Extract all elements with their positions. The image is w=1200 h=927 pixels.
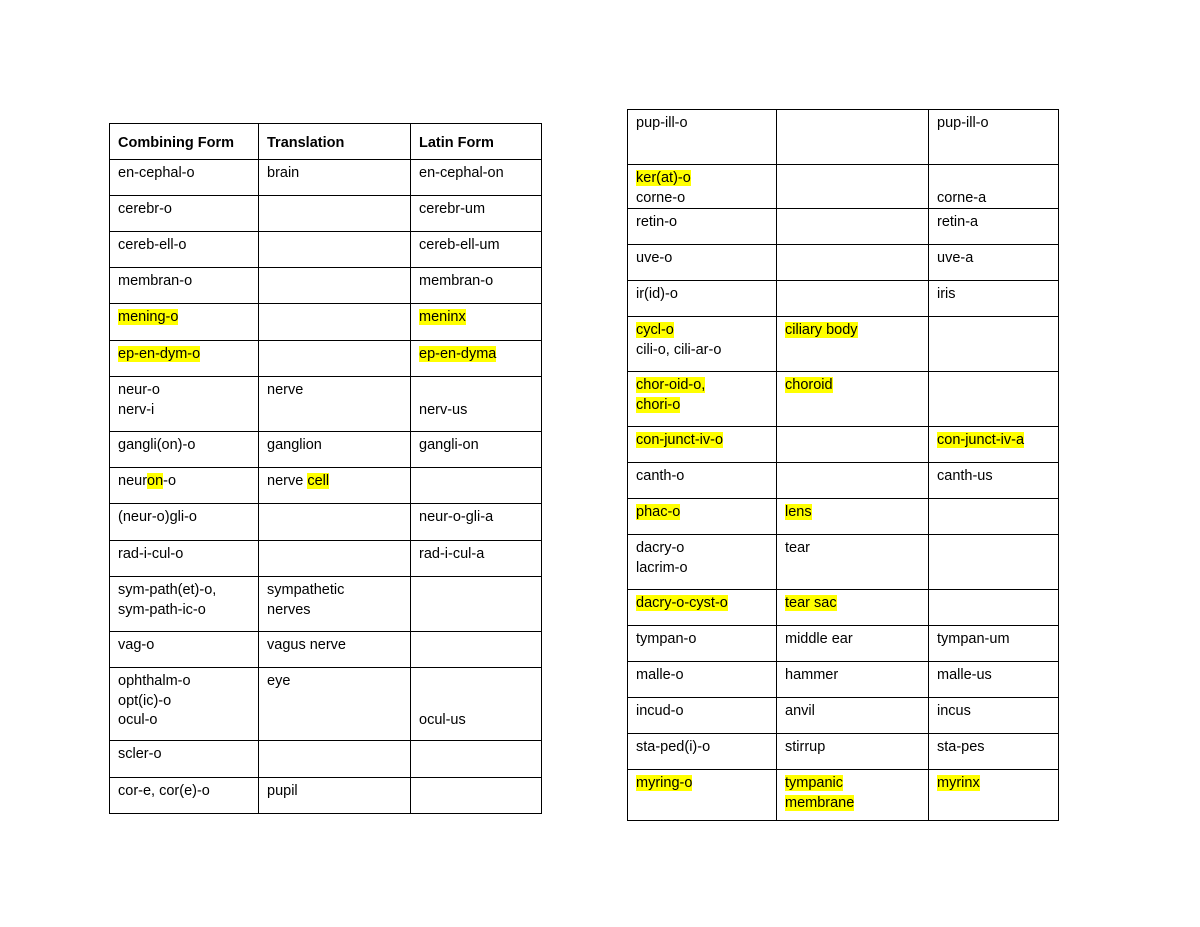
latin-form-cell <box>929 590 1059 626</box>
translation-cell <box>259 304 411 341</box>
cell-line <box>785 503 920 523</box>
latin-form-cell <box>929 372 1059 427</box>
latin-form-cell <box>411 196 542 232</box>
highlighted-text: tympanic <box>785 775 844 791</box>
translation-cell <box>259 632 411 668</box>
cell-line: ocul-o <box>118 712 158 728</box>
cell-line: (neur-o)gli-o <box>118 509 197 525</box>
table-header-row <box>110 124 542 160</box>
cell-line: middle ear <box>785 631 853 647</box>
latin-form-cell <box>929 698 1059 734</box>
cell-line: cor-e, cor(e)-o <box>118 783 210 799</box>
translation-cell <box>777 499 929 535</box>
cell-line <box>785 376 920 396</box>
combining-form-cell <box>110 504 259 541</box>
cell-line: malle-us <box>937 667 992 683</box>
translation-cell <box>259 268 411 304</box>
cell-line: uve-o <box>636 250 673 266</box>
combining-form-cell <box>110 577 259 632</box>
cell-line: tympan-o <box>636 631 697 647</box>
translation-cell <box>777 165 929 209</box>
table-row <box>110 341 542 377</box>
combining-form-cell <box>628 110 777 165</box>
cell-line: neur-o <box>118 382 160 398</box>
cell-line: vag-o <box>118 637 155 653</box>
highlighted-text: myrinx <box>937 775 980 791</box>
cell-line: tear <box>785 540 810 556</box>
combining-form-cell <box>628 590 777 626</box>
combining-form-cell <box>110 196 259 232</box>
combining-form-cell <box>628 463 777 499</box>
cell-line <box>636 774 768 794</box>
table-row <box>628 427 1059 463</box>
latin-form-cell <box>411 304 542 341</box>
cell-line <box>118 308 250 328</box>
translation-cell <box>777 427 929 463</box>
latin-form-cell <box>929 463 1059 499</box>
cell-line: sta-pes <box>937 739 985 755</box>
translation-cell <box>259 668 411 741</box>
cell-line <box>419 308 533 328</box>
cell-line <box>118 472 250 492</box>
cell-line: rad-i-cul-a <box>419 546 485 562</box>
translation-cell <box>777 626 929 662</box>
table-row <box>628 245 1059 281</box>
cell-line <box>937 774 1050 794</box>
table-row <box>628 590 1059 626</box>
combining-form-cell <box>110 232 259 268</box>
highlighted-text: chor-oid-o, <box>636 377 706 393</box>
cell-line: nerv-us <box>419 401 468 418</box>
latin-form-cell <box>411 268 542 304</box>
highlighted-text: dacry-o-cyst-o <box>636 595 728 611</box>
table-row <box>628 698 1059 734</box>
highlighted-text: myring-o <box>636 775 693 791</box>
table-row <box>110 377 542 432</box>
cell-line <box>419 345 533 365</box>
highlighted-text: membrane <box>785 794 855 811</box>
latin-form-cell <box>929 209 1059 245</box>
cell-line: iris <box>937 286 956 302</box>
cell-line <box>419 381 533 401</box>
translation-cell <box>259 196 411 232</box>
cell-line: eye <box>267 673 291 689</box>
latin-form-cell <box>929 317 1059 372</box>
translation-cell <box>259 504 411 541</box>
cell-line: dacry-o <box>636 540 685 556</box>
table-row <box>628 317 1059 372</box>
cell-line: anvil <box>785 703 815 719</box>
translation-cell <box>259 741 411 778</box>
highlighted-text: ep-en-dyma <box>419 346 497 362</box>
combining-form-cell <box>110 541 259 577</box>
translation-cell <box>777 535 929 590</box>
cell-line: nerv-i <box>118 401 155 418</box>
cell-line: membran-o <box>419 273 494 289</box>
left-table-body <box>110 124 542 814</box>
cell-line: opt(ic)-o <box>118 692 172 709</box>
latin-form-cell <box>929 427 1059 463</box>
cell-line: rad-i-cul-o <box>118 546 184 562</box>
translation-cell <box>259 778 411 814</box>
cell-line: en-cephal-o <box>118 165 195 181</box>
cell-line: en-cephal-on <box>419 165 504 181</box>
combining-form-cell <box>110 668 259 741</box>
highlighted-text: chori-o <box>636 396 681 413</box>
cell-line: sym-path(et)-o, <box>118 582 217 598</box>
latin-form-cell <box>411 632 542 668</box>
column-header: Translation <box>259 124 411 160</box>
translation-cell <box>777 317 929 372</box>
cell-line: hammer <box>785 667 839 683</box>
table-row <box>110 432 542 468</box>
table-row <box>628 535 1059 590</box>
translation-cell <box>777 590 929 626</box>
highlighted-text: mening-o <box>118 309 179 325</box>
cell-line: sta-ped(i)-o <box>636 739 711 755</box>
text-segment: nerve <box>267 473 308 489</box>
highlighted-text: meninx <box>419 309 466 325</box>
combining-form-cell <box>110 268 259 304</box>
highlighted-text: con-junct-iv-o <box>636 432 724 448</box>
combining-form-cell <box>628 734 777 770</box>
right-vocabulary-table <box>627 109 1059 821</box>
latin-form-cell <box>411 160 542 196</box>
latin-form-cell <box>411 668 542 741</box>
cell-line <box>785 321 920 341</box>
table-row <box>110 304 542 341</box>
table-row <box>110 160 542 196</box>
translation-cell <box>777 372 929 427</box>
combining-form-cell <box>628 317 777 372</box>
latin-form-cell <box>929 281 1059 317</box>
table-row <box>110 668 542 741</box>
combining-form-cell <box>628 372 777 427</box>
combining-form-cell <box>110 778 259 814</box>
cell-line: stirrup <box>785 739 826 755</box>
translation-cell <box>259 432 411 468</box>
cell-line: retin-a <box>937 214 979 230</box>
column-header: Latin Form <box>411 124 542 160</box>
latin-form-cell <box>411 778 542 814</box>
table-row <box>110 268 542 304</box>
latin-form-cell <box>411 232 542 268</box>
right-table-body <box>628 110 1059 821</box>
latin-form-cell <box>929 499 1059 535</box>
latin-form-cell <box>411 377 542 432</box>
table-row <box>628 463 1059 499</box>
cell-line <box>636 321 768 341</box>
highlighted-text: cycl-o <box>636 322 674 338</box>
highlighted-text: lens <box>785 504 812 520</box>
cell-line: pup-ill-o <box>636 115 688 131</box>
latin-form-cell <box>411 341 542 377</box>
combining-form-cell <box>110 160 259 196</box>
table-row <box>110 741 542 778</box>
highlighted-text: choroid <box>785 377 833 393</box>
cell-line: scler-o <box>118 746 162 762</box>
table-row <box>628 734 1059 770</box>
cell-line: ganglion <box>267 437 322 453</box>
translation-cell <box>259 541 411 577</box>
table-row <box>628 372 1059 427</box>
combining-form-cell <box>110 632 259 668</box>
table-row <box>110 778 542 814</box>
combining-form-cell <box>628 698 777 734</box>
latin-form-cell <box>411 504 542 541</box>
table-row <box>628 662 1059 698</box>
cell-line: gangli-on <box>419 437 479 453</box>
latin-form-cell <box>929 110 1059 165</box>
cell-line: corne-o <box>636 189 686 206</box>
latin-form-cell <box>929 734 1059 770</box>
translation-cell <box>259 160 411 196</box>
cell-line: canth-o <box>636 468 685 484</box>
cell-line <box>419 692 533 712</box>
latin-form-cell <box>411 741 542 778</box>
latin-form-cell <box>929 165 1059 209</box>
cell-line: ir(id)-o <box>636 286 678 302</box>
translation-cell <box>259 468 411 504</box>
cell-line: incud-o <box>636 703 684 719</box>
latin-form-cell <box>929 245 1059 281</box>
table-row <box>110 232 542 268</box>
translation-cell <box>777 734 929 770</box>
cell-line: uve-a <box>937 250 974 266</box>
cell-line <box>636 169 768 189</box>
table-row <box>628 770 1059 821</box>
highlighted-text: ker(at)-o <box>636 170 691 186</box>
table-row <box>628 165 1059 209</box>
combining-form-cell <box>628 165 777 209</box>
table-row <box>628 110 1059 165</box>
cell-line: cereb-ell-um <box>419 237 500 253</box>
cell-line <box>636 594 768 614</box>
combining-form-cell <box>628 245 777 281</box>
translation-cell <box>259 577 411 632</box>
column-header: Combining Form <box>110 124 259 160</box>
table-row <box>110 196 542 232</box>
cell-line: nerve <box>267 382 304 398</box>
highlighted-text: tear sac <box>785 595 837 611</box>
combining-form-cell <box>628 281 777 317</box>
translation-cell <box>259 232 411 268</box>
cell-line: corne-a <box>937 189 987 206</box>
combining-form-cell <box>110 432 259 468</box>
table-row <box>110 468 542 504</box>
highlighted-text: ep-en-dym-o <box>118 346 201 362</box>
latin-form-cell <box>411 577 542 632</box>
cell-line <box>937 169 1050 189</box>
cell-line: vagus nerve <box>267 637 346 653</box>
translation-cell <box>777 245 929 281</box>
cell-line: malle-o <box>636 667 684 683</box>
cell-line: pupil <box>267 783 298 799</box>
translation-cell <box>777 110 929 165</box>
highlighted-text: con-junct-iv-a <box>937 432 1025 448</box>
cell-line <box>636 376 768 396</box>
combining-form-cell <box>628 626 777 662</box>
table-row <box>628 499 1059 535</box>
combining-form-cell <box>110 468 259 504</box>
cell-line <box>118 345 250 365</box>
latin-form-cell <box>411 541 542 577</box>
translation-cell <box>777 209 929 245</box>
cell-line: ophthalm-o <box>118 673 191 689</box>
text-segment: -o <box>163 473 177 489</box>
cell-line: ocul-us <box>419 712 466 728</box>
cell-line <box>636 431 768 451</box>
cell-line <box>636 396 768 416</box>
cell-line <box>419 672 533 692</box>
cell-line: sym-path-ic-o <box>118 601 206 618</box>
latin-form-cell <box>929 535 1059 590</box>
cell-line: sympathetic <box>267 582 345 598</box>
table-row <box>628 281 1059 317</box>
combining-form-cell <box>628 209 777 245</box>
cell-line: gangli(on)-o <box>118 437 196 453</box>
latin-form-cell <box>411 468 542 504</box>
text-segment: neur <box>118 473 148 489</box>
highlighted-text: on <box>147 473 164 489</box>
cell-line: canth-us <box>937 468 993 484</box>
cell-line <box>937 431 1050 451</box>
combining-form-cell <box>110 341 259 377</box>
cell-line: neur-o-gli-a <box>419 509 494 525</box>
table-row <box>110 632 542 668</box>
table-row <box>110 504 542 541</box>
translation-cell <box>777 698 929 734</box>
translation-cell <box>259 377 411 432</box>
latin-form-cell <box>929 662 1059 698</box>
combining-form-cell <box>628 499 777 535</box>
combining-form-cell <box>110 377 259 432</box>
cell-line: membran-o <box>118 273 193 289</box>
combining-form-cell <box>628 427 777 463</box>
cell-line: cerebr-o <box>118 201 172 217</box>
cell-line: brain <box>267 165 300 181</box>
cell-line: retin-o <box>636 214 678 230</box>
cell-line <box>785 794 920 814</box>
table-row <box>110 541 542 577</box>
highlighted-text: ciliary body <box>785 322 858 338</box>
left-vocabulary-table <box>109 123 542 814</box>
cell-line: tympan-um <box>937 631 1010 647</box>
latin-form-cell <box>929 626 1059 662</box>
cell-line: nerves <box>267 601 311 618</box>
cell-line <box>785 594 920 614</box>
combining-form-cell <box>628 535 777 590</box>
translation-cell <box>777 770 929 821</box>
cell-line: cerebr-um <box>419 201 486 217</box>
table-row <box>628 626 1059 662</box>
cell-line <box>267 472 402 492</box>
combining-form-cell <box>628 770 777 821</box>
cell-line: cili-o, cili-ar-o <box>636 341 722 358</box>
table-row <box>110 577 542 632</box>
cell-line: lacrim-o <box>636 559 688 576</box>
latin-form-cell <box>929 770 1059 821</box>
cell-line <box>785 774 920 794</box>
translation-cell <box>777 281 929 317</box>
table-row <box>628 209 1059 245</box>
translation-cell <box>259 341 411 377</box>
highlighted-text: cell <box>307 473 330 489</box>
combining-form-cell <box>110 741 259 778</box>
combining-form-cell <box>628 662 777 698</box>
translation-cell <box>777 463 929 499</box>
cell-line: pup-ill-o <box>937 115 989 131</box>
highlighted-text: phac-o <box>636 504 681 520</box>
latin-form-cell <box>411 432 542 468</box>
translation-cell <box>777 662 929 698</box>
cell-line: incus <box>937 703 971 719</box>
combining-form-cell <box>110 304 259 341</box>
cell-line <box>636 503 768 523</box>
cell-line: cereb-ell-o <box>118 237 187 253</box>
